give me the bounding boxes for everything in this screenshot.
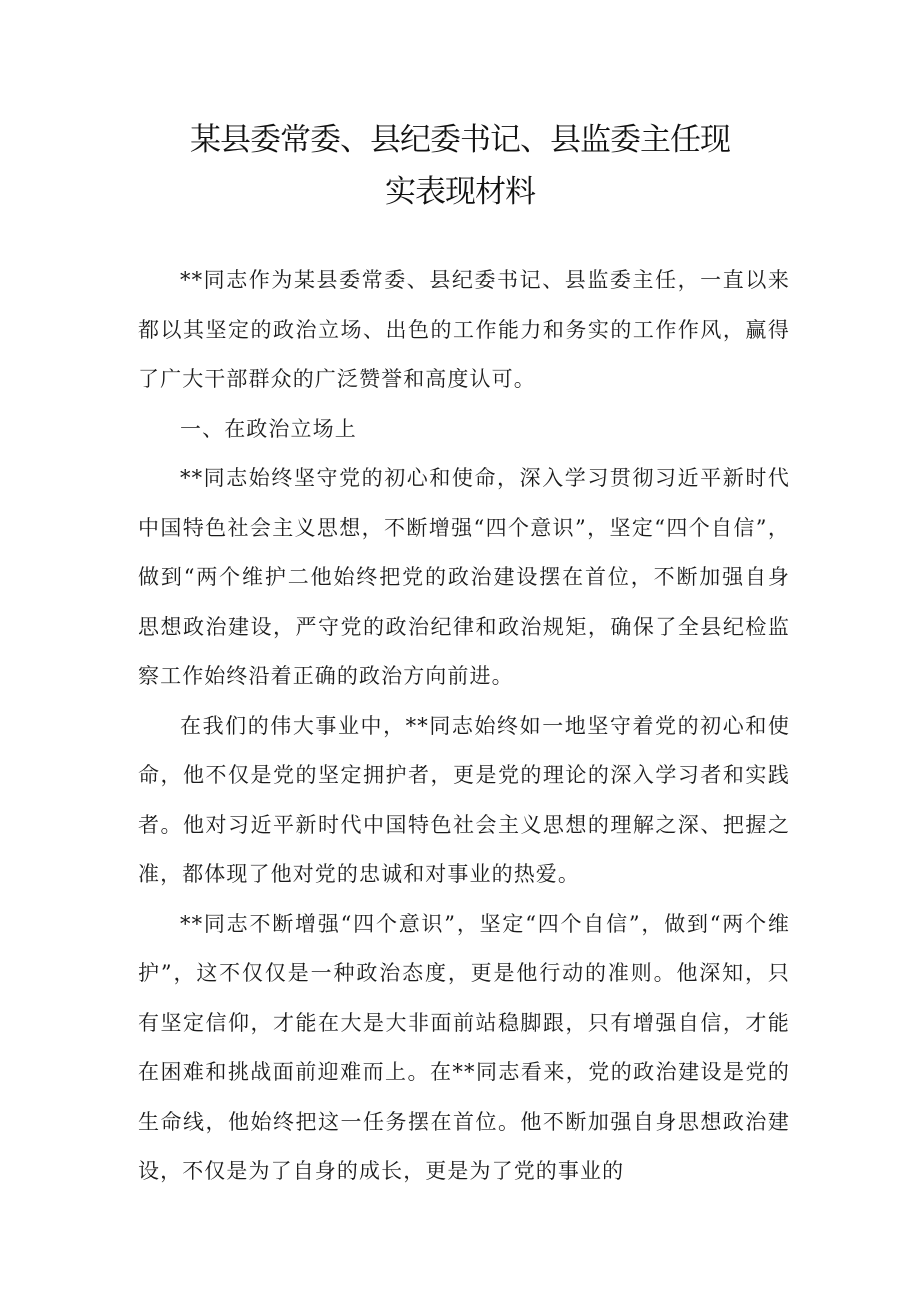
document-title-line-2: 实表现材料 xyxy=(385,174,535,210)
paragraph-intro: **同志作为某县委常委、县纪委书记、县监委主任，一直以来都以其坚定的政治立场、出色的工作能力和务实的工作作风，赢得了广大干部群众的广泛赞誉和高度认可。 xyxy=(138,268,790,391)
document-title-line-1: 某县委常委、县纪委书记、县监委主任现 xyxy=(190,122,730,158)
paragraph-four-consciousness: **同志不断增强“四个意识”，坚定“四个自信”，做到“两个维护”，这不仅仅是一种政治态度，更是他行动的准则。他深知，只有坚定信仰，才能在大是大非面前站稳脚跟，只有增强自信，才能在困难和挑战面前迎难而上。在**同志看来，党的政治建设是党的生命线，他始终把这一任务摆在首位。他不断加强自身思想政治建设，不仅是为了自身的成长，更是为了党的事业的 xyxy=(138,911,790,1183)
document-body xyxy=(138,256,790,1197)
paragraph-political-stance: **同志始终坚守党的初心和使命，深入学习贯彻习近平新时代中国特色社会主义思想，不断增强“四个意识”，坚定“四个自信”，做到“两个维护二他始终把党的政治建设摆在首位，不断加强自身思想政治建设，严守党的政治纪律和政治规矩，确保了全县纪检监察工作始终沿着正确的政治方向前进。 xyxy=(138,466,790,688)
section-heading-political-stance: 一、在政治立场上 xyxy=(180,416,357,441)
paragraph-great-cause: 在我们的伟大事业中，**同志始终如一地坚守着党的初心和使命，他不仅是党的坚定拥护者，更是党的理论的深入学习者和实践者。他对习近平新时代中国特色社会主义思想的理解之深、把握之准，都体现了他对党的忠诚和对事业的热爱。 xyxy=(138,713,790,886)
